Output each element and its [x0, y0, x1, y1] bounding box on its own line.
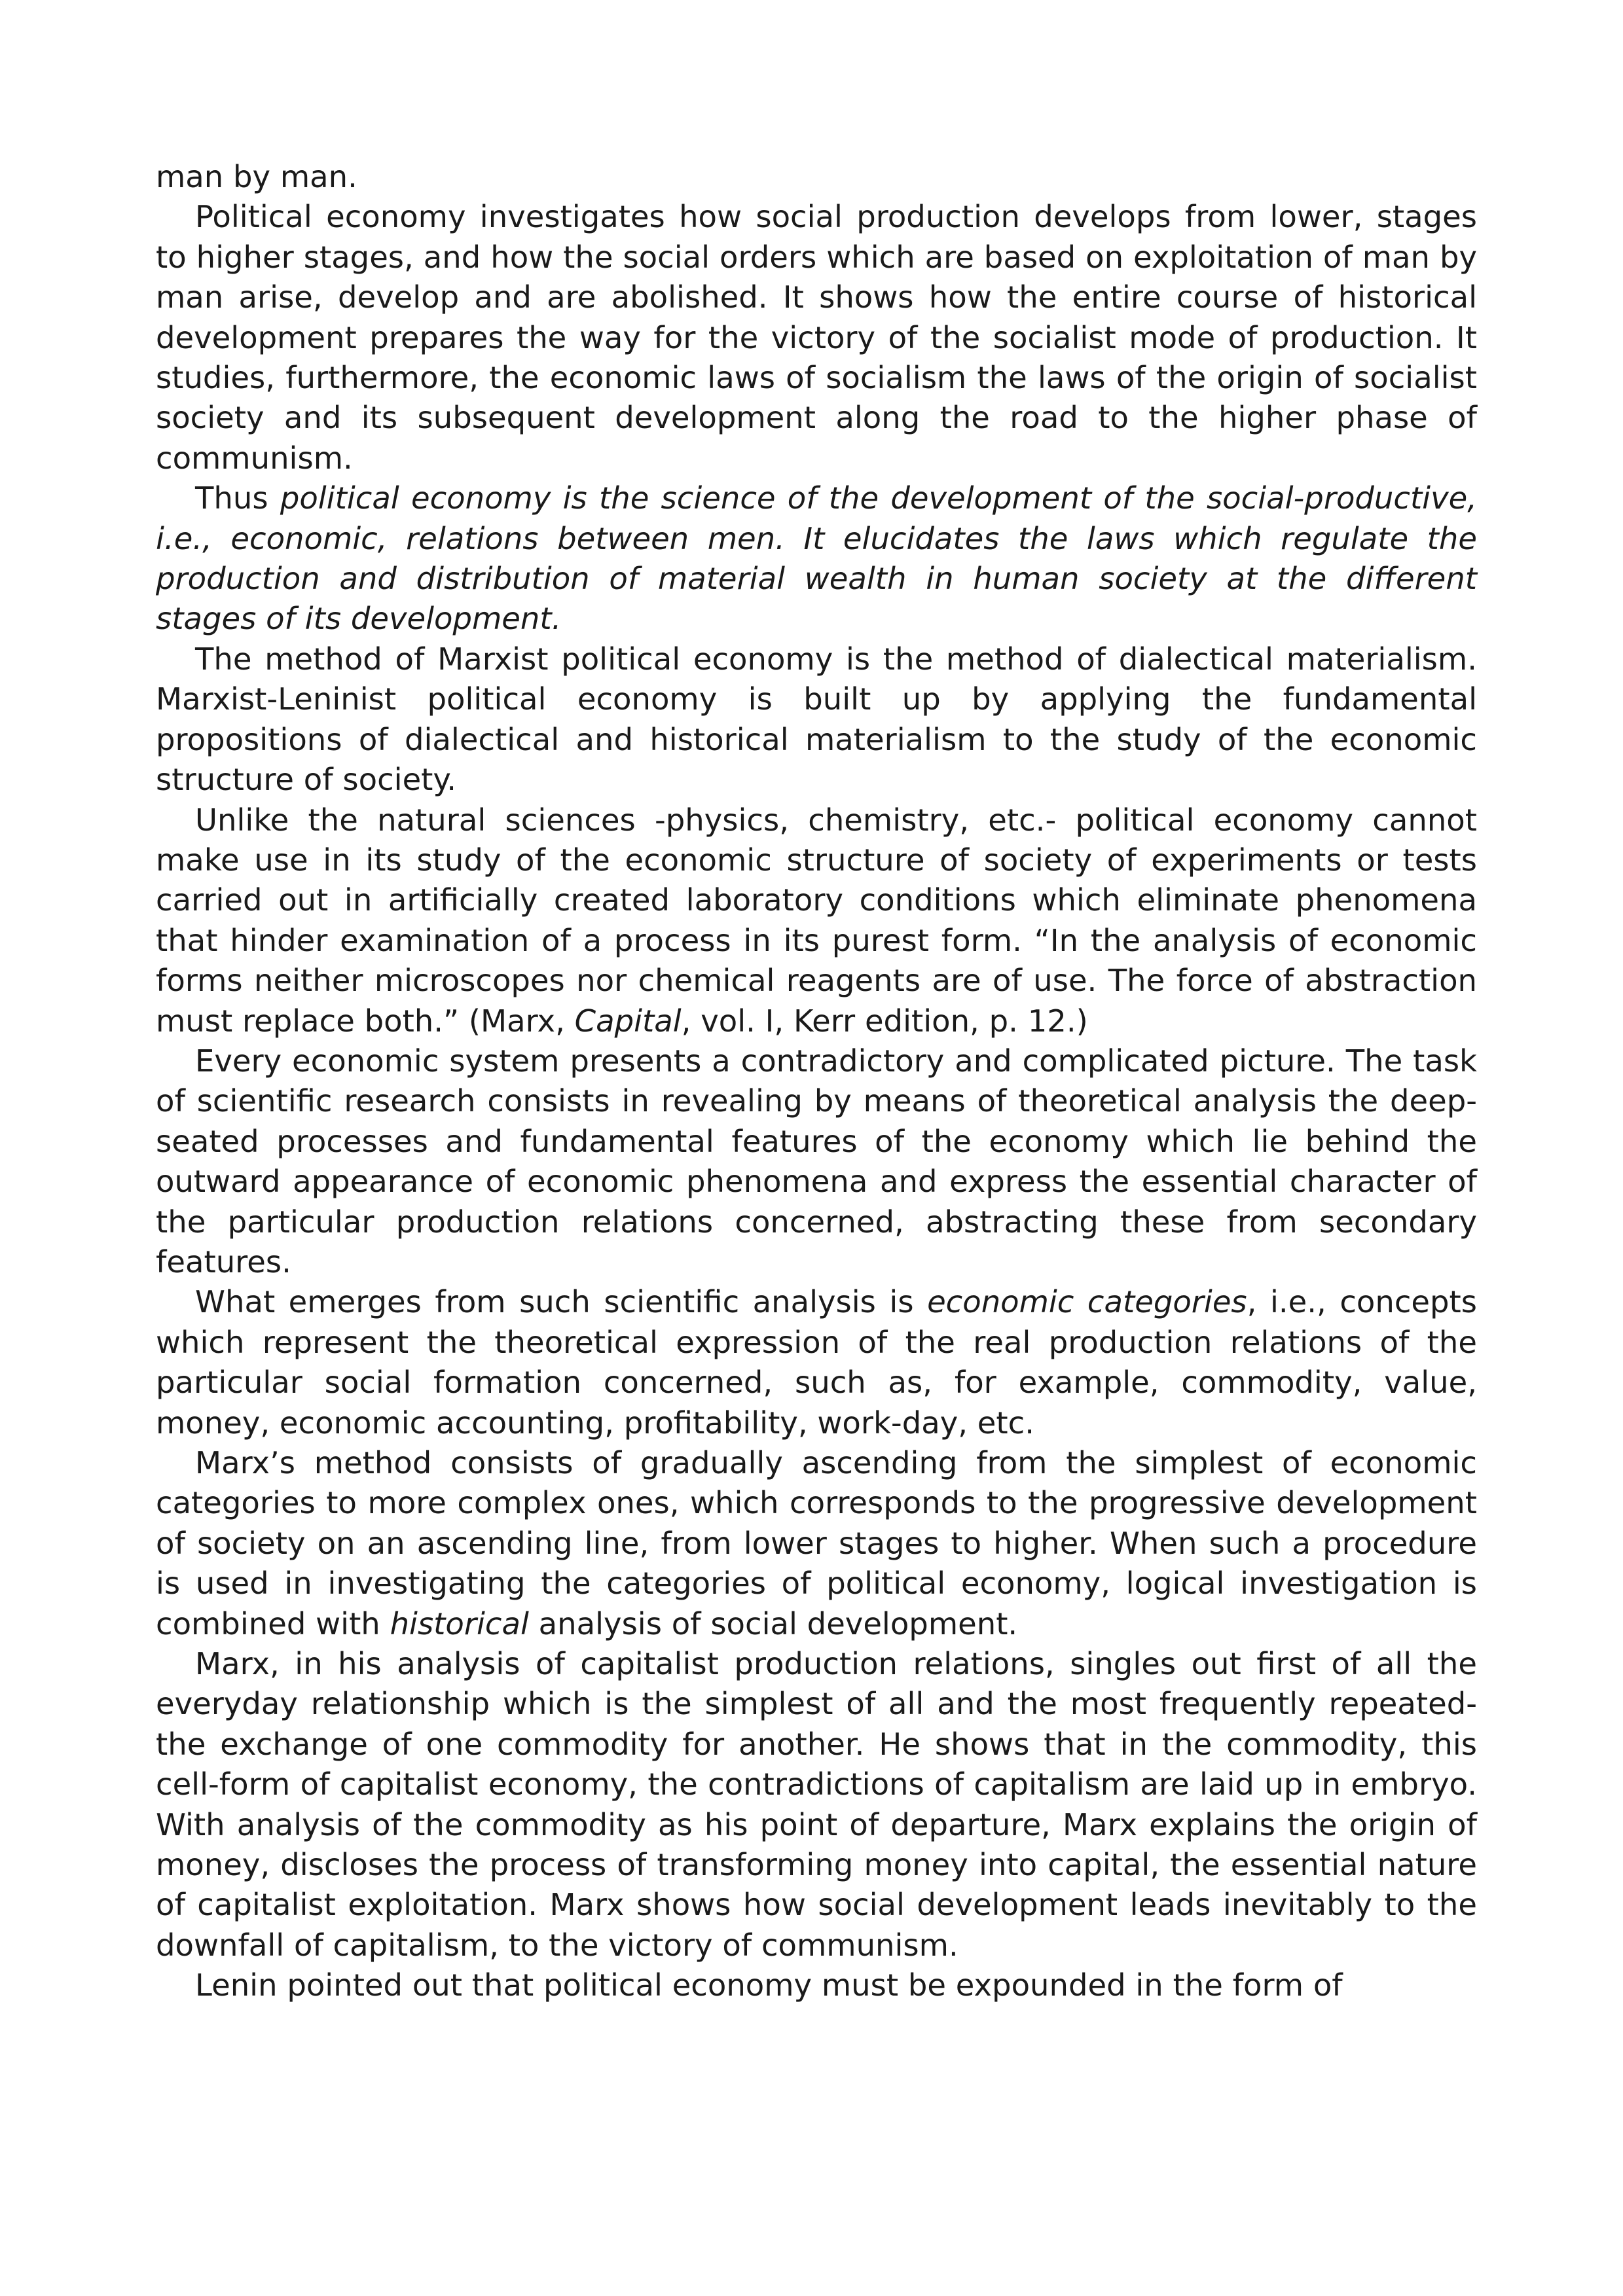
italic-text-run: historical: [390, 1605, 529, 1641]
text-run: Marx’s method consists of gradually ascending from the simplest of economic categories to more complex ones, which corresponds to the progressive development of society on an ascending line, from lower stages to higher. When such a procedure is used in investigating the categories of political economy, logical investigation is combined with: [156, 1445, 1477, 1641]
paragraph: [156, 800, 1477, 1041]
paragraph: [156, 1041, 1477, 1282]
italic-text-run: Capital: [574, 1003, 682, 1039]
text-run: man by man.: [156, 159, 357, 194]
paragraph: [156, 157, 1477, 197]
paragraph: [156, 1965, 1477, 2005]
text-run: Marx, in his analysis of capitalist production relations, singles out first of all the everyday relationship which is the simplest of all and the most frequently repeated-the exchange of one commodity for another. He shows that in the commodity, this cell-form of capitalist economy, the contradictions of capitalism are laid up in embryo. With analysis of the commodity as his point of departure, Marx explains the origin of money, discloses the process of transforming money into capital, the essential nature of capitalist exploitation. Marx shows how social development leads inevitably to the downfall of capitalism, to the victory of communism.: [156, 1646, 1477, 1963]
paragraph: [156, 1644, 1477, 1965]
text-run: What emerges from such scientific analysis is: [195, 1284, 928, 1320]
text-run: The method of Marxist political economy is the method of dialectical materialism. Marxist-Leninist political economy is built up by applying the fundamental propositions of dialectical and historical materialism to the study of the economic structure of society.: [156, 641, 1477, 798]
paragraph: [156, 1282, 1477, 1443]
text-run: , vol. I, Kerr edition, p. 12.): [681, 1003, 1088, 1039]
italic-text-run: economic categories: [927, 1284, 1247, 1320]
document-page: [156, 157, 1477, 2006]
italic-text-run: political economy is the science of the development of the social-productive, i.e., economic, relations between men. It elucidates the laws which regulate the production and distribution of material wealth in human society at the different stages of its development.: [156, 480, 1478, 637]
text-run: Every economic system presents a contradictory and complicated picture. The task of scientific research consists in revealing by means of theoretical analysis the deep-seated processes and fundamental features of the economy which lie behind the outward appearance of economic phenomena and express the essential character of the particular production relations concerned, abstracting these from secondary features.: [156, 1043, 1477, 1280]
paragraph: [156, 639, 1477, 800]
paragraph: [156, 1443, 1477, 1644]
text-run: analysis of social development.: [528, 1605, 1018, 1641]
text-run: Unlike the natural sciences -physics, chemistry, etc.- political economy cannot make use in its study of the economic structure of society of experiments or tests carried out in artificially created laboratory conditions which eliminate phenomena that hinder examination of a process in its purest form. “In the analysis of economic forms neither microscopes nor chemical reagents are of use. The force of abstraction must replace both.” (Marx,: [156, 802, 1477, 1039]
text-run: Thus: [195, 480, 280, 516]
paragraph: [156, 197, 1477, 478]
text-run: , i.e., concepts which represent the theoretical expression of the real production relations of the particular social formation concerned, such as, for example, commodity, value, money, economic accounting, profitability, work-day, etc.: [156, 1284, 1477, 1441]
text-run: Political economy investigates how social production develops from lower, stages to higher stages, and how the social orders which are based on exploitation of man by man arise, develop and are abolished. It shows how the entire course of historical development prepares the way for the victory of the socialist mode of production. It studies, furthermore, the economic laws of socialism the laws of the origin of socialist society and its subsequent development along the road to the higher phase of communism.: [156, 199, 1477, 476]
text-run: Lenin pointed out that political economy must be expounded in the form of: [195, 1967, 1343, 2003]
paragraph: [156, 478, 1477, 639]
